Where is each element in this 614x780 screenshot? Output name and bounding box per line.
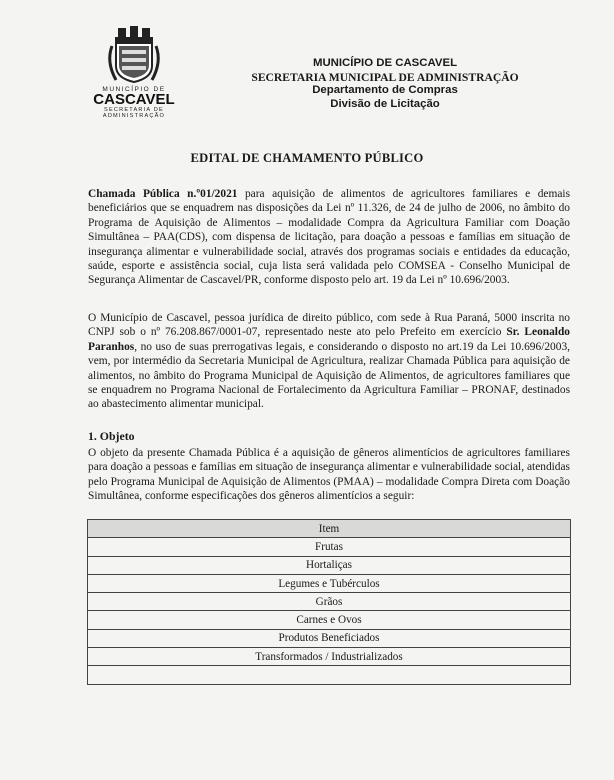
municipio-heading: MUNICÍPIO DE CASCAVEL <box>312 57 458 69</box>
crest-name: CASCAVEL <box>93 91 175 108</box>
table-row <box>88 611 571 629</box>
table-cell: Grãos <box>88 593 571 611</box>
paragraph-municipio <box>88 311 570 412</box>
table-cell: Frutas <box>88 538 571 556</box>
table-cell: Legumes e Tubérculos <box>88 574 571 592</box>
table-row <box>88 648 571 666</box>
table-header-cell: Item <box>88 520 571 538</box>
paragraph-municipio-part2: , no uso de suas prerrogativas legais, e considerando o disposto no art.19 da Lei 10.696/2003, vem, por intermédio da Secretaria Municipal de Agricultura, realizar Chamada Pública para aquisição de alimentos, no âmbito do Programa Municipal de Aquisição de Alimentos, de agricultores familiares que se enquadrem no Programa Nacional de Fortalecimento da Agricultura Familiar – PRONAF, destinados ao abastecimento alimentar municipal. <box>88 340 570 411</box>
table-row <box>88 629 571 647</box>
table-row <box>88 666 571 684</box>
table-row <box>88 538 571 556</box>
prefeito-name: Sr. Leonaldo Paranhos <box>88 326 570 353</box>
table-cell: Hortaliças <box>88 556 571 574</box>
paragraph-chamada-text: para aquisição de alimentos de agricultores familiares e demais beneficiários que se enquadrem nas disposições da Lei nº 11.326, de 24 de julho de 2006, no âmbito do Programa de Aquisição de Alimentos – modalidade Compra da Agricultura Familiar com Doação Simultânea – PAA(CDS), com dispensa de licitação, para doação a pessoas e famílias em situação de insegurança alimentar e vulnerabilidade social, através dos programas sociais e entidades da educação, saúde, esporte e assistência social, cuja lista será validada pelo COMSEA - Conselho Municipal de Segurança Alimentar de Cascavel/PR, conforme disposto pelo art. 19 da Lei nº 10.696/2003. <box>88 188 570 287</box>
crest-top-text: MUNICÍPIO DE <box>102 86 166 93</box>
letterhead <box>240 57 530 111</box>
table-cell: Carnes e Ovos <box>88 611 571 629</box>
table-cell: Produtos Beneficiados <box>88 629 571 647</box>
paragraph-chamada <box>88 187 570 288</box>
crest-line2: SECRETARIA DE <box>104 107 164 113</box>
table-cell <box>88 666 571 684</box>
section-objeto-heading: 1. Objeto <box>88 429 135 443</box>
section-objeto-text: O objeto da presente Chamada Pública é a aquisição de gêneros alimentícios de agricultores familiares para doação a pessoas e famílias em situação de insegurança alimentar e vulnerabilidade social, atendidas pelo Programa Municipal de Aquisição de Alimentos (PMAA) – modalidade Compra Direta com Doação Simultânea, conforme especificações dos gêneros alimentícios a seguir: <box>88 447 570 503</box>
document-title: EDITAL DE CHAMAMENTO PÚBLICO <box>190 151 424 165</box>
table-row <box>88 574 571 592</box>
table-row <box>88 593 571 611</box>
secretaria-heading: SECRETARIA MUNICIPAL DE ADMINISTRAÇÃO <box>251 70 519 84</box>
chamada-number: Chamada Pública n.º01/2021 <box>88 188 238 200</box>
table-header-row <box>88 520 571 538</box>
divisao-heading: Divisão de Licitação <box>330 97 440 110</box>
departamento-heading: Departamento de Compras <box>312 84 458 96</box>
crest-line3: ADMINISTRAÇÃO <box>102 113 166 118</box>
table-cell: Transformados / Industrializados <box>88 648 571 666</box>
paragraph-municipio-part1: O Município de Cascavel, pessoa jurídica de direito público, com sede à Rua Paraná, 5000 inscrita no CNPJ sob o nº 76.208.867/0001-07, representado neste ato pelo Prefeito em exercício <box>88 312 570 339</box>
items-table <box>87 519 571 685</box>
cascavel-crest-logo <box>84 26 184 118</box>
table-row <box>88 556 571 574</box>
